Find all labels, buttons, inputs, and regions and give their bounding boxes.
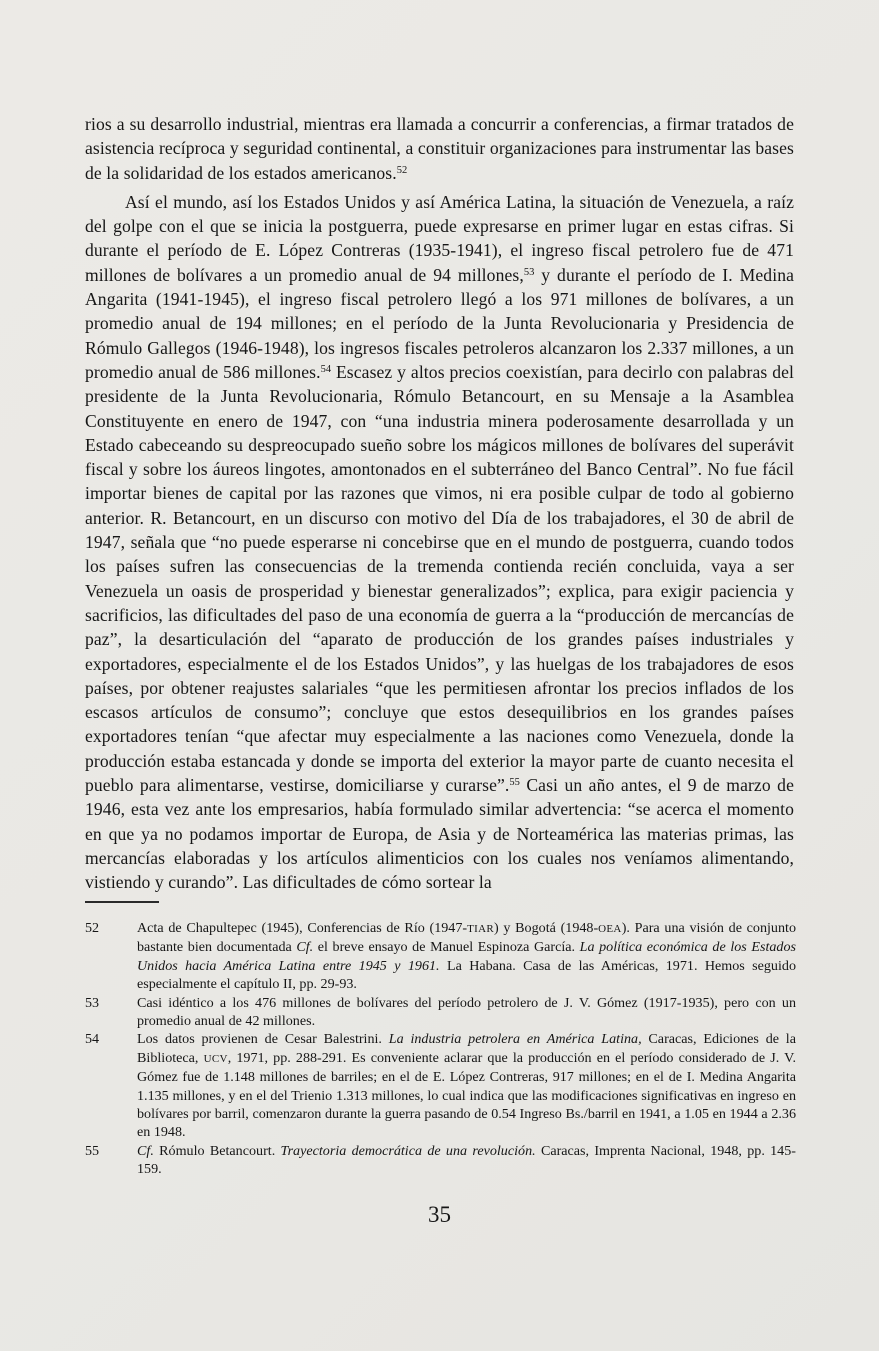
footnote-ref-55: 55 xyxy=(509,777,520,789)
body-text xyxy=(85,112,794,895)
footnote-text-run: el breve ensayo de Manuel Espinoza García. xyxy=(313,939,580,956)
book-title: La política económica de los Estados Unidos hacia América Latina entre 1945 y 1961. xyxy=(137,939,796,974)
footnote-number: 53 xyxy=(85,994,100,1011)
footnote-ref-52: 52 xyxy=(396,164,408,176)
footnote-text-run: Caracas, Ediciones de la Biblioteca, xyxy=(137,1031,796,1066)
paragraph-main xyxy=(85,190,794,895)
body-text-run: Casi un año antes, el 9 de marzo de 1946, esta vez ante los empresarios, había formulado similar advertencia: “se acerca el momento en que ya no podamos importar de Europa, de Asia y de Norteamérica las materias primas, las mercancías elaboradas y los artículos alimenticios con los cuales nos veníamos alimentando, vistiendo y curando”. Las dificultades de cómo sortear la xyxy=(85,775,794,893)
cf-abbrev: Cf. xyxy=(296,939,314,956)
footnote-number: 55 xyxy=(85,1142,100,1159)
page-number: 35 xyxy=(428,1202,451,1227)
footnote-text-run: Los datos provienen de Cesar Balestrini. xyxy=(137,1031,389,1048)
footnote-text-run: , 1971, pp. 288-291. Es conveniente aclarar que la producción en el período considerado de J. V. Gómez fue de 1.148 millones de barriles; en el de E. López Contreras, 917 millones; en el de I. Medina Angarita 1.135 millones, y en el del Trienio 1.313 millones, lo cual indica que las modificaciones significativas en ingreso en bolívares por barril, comenzaron durante la guerra pasando de 0.54 Ingreso Bs./barril en 1941, a 1.05 en 1944 a 2.36 en 1948. xyxy=(137,1049,796,1141)
footnote-text xyxy=(137,1030,796,1141)
footnote-53 xyxy=(85,994,796,1031)
footnote-55 xyxy=(85,1142,796,1179)
footnotes-section xyxy=(85,901,796,1179)
footnote-ref-53: 53 xyxy=(523,266,535,278)
footnote-text-run: ). Para una visión de conjunto bastante bien documentada xyxy=(137,920,796,956)
footnote-text-run: Casi idéntico a los 476 millones de bolívares del período petrolero de J. V. Gómez (1917-1935), pero con un promedio anual de 42 millones. xyxy=(137,994,796,1030)
acronym-tiar: TIAR xyxy=(467,923,494,935)
body-text-run: Escasez y altos precios coexistían, para decirlo con palabras del presidente de la Junta Revolucionaria, Rómulo Betancourt, en su Mensaje a la Asamblea Constituyente en enero de 1947, con “una industria minera poderosamente desarrollada y un Estado cabeceando su despreocupado sueño sobre los mágicos millones de bolívares del superávit fiscal y sobre los áureos lingotes, amontonados en el subterráneo del Banco Central”. No fue fácil importar bienes de capital por las razones que vimos, ni era posible culpar de todo al gobierno anterior. R. Betancourt, en un discurso con motivo del Día de los trabajadores, el 30 de abril de 1947, señala que “no puede esperarse ni concebirse que en el mundo de postguerra, cuando todos los países sufren las consecuencias de la tremenda contienda recién concluida, vaya a ser Venezuela un oasis de prosperidad y bienestar generalizados”; explica, para exigir paciencia y sacrificios, las dificultades del paso de una economía de guerra a la “producción de mercancías de paz”, la desarticulación del “aparato de producción de los grandes países industriales y exportadores, especialmente el de los Estados Unidos”, y las huelgas de los trabajadores de esos países, por obtener reajustes salariales “que les permitiesen afrontar los precios inflados de los escasos artículos de consumo”; concluye que estos desequilibrios en los grandes países exportadores tenían “que afectar muy especialmente a las naciones como Venezuela, donde la producción estaba estancada y donde se importa del exterior la mayor parte de cuanto necesita el pueblo para alimentarse, vestirse, domiciliarse y curarse”. xyxy=(85,361,795,796)
footnote-text-run: Acta de Chapultepec (1945), Conferencias de Río (1947- xyxy=(137,920,468,936)
footnote-52 xyxy=(85,919,796,994)
book-title: Trayectoria democrática de una revolución. xyxy=(280,1142,536,1159)
footnote-text-run: ) y Bogotá (1948- xyxy=(493,920,599,936)
footnote-54 xyxy=(85,1030,796,1141)
body-text-run: y durante el período de I. Medina Angarita (1941-1945), el ingreso fiscal petrolero llegó a los 971 millones de bolívares, a un promedio anual de 194 millones; en el período de la Junta Revolucionaria y Presidencia de Rómulo Gallegos (1946-1948), los ingresos fiscales petroleros alcanzaron los 2.337 millones, a un promedio anual de 586 millones. xyxy=(85,264,795,382)
body-text-run: rios a su desarrollo industrial, mientras era llamada a concurrir a conferencias, a firmar tratados de asistencia recíproca y seguridad continental, a constituir organizaciones para instrumentar las bases de la solidaridad de los estados americanos. xyxy=(85,114,794,183)
footnote-ref-54: 54 xyxy=(320,363,332,375)
acronym-oea: OEA xyxy=(598,923,622,935)
footnote-text xyxy=(137,994,796,1031)
footnote-text xyxy=(137,1142,796,1179)
footnote-number: 52 xyxy=(85,920,100,936)
book-title: La industria petrolera en América Latina, xyxy=(388,1031,642,1048)
body-text-run: Así el mundo, así los Estados Unidos y así América Latina, la situación de Venezuela, a raíz del golpe con el que se inicia la postguerra, puede expresarse en primer lugar en estas cifras. Si durante el período de E. López Contreras (1935-1941), el ingreso fiscal petrolero fue de 471 millones de bolívares a un promedio anual de 94 millones, xyxy=(85,191,794,285)
acronym-ucv: UCV xyxy=(203,1052,228,1065)
paragraph-continuation xyxy=(85,112,794,185)
footnote-text-run: Rómulo Betancourt. xyxy=(153,1142,281,1159)
footnote-text xyxy=(137,919,796,994)
footnote-text-run: Caracas, Imprenta Nacional, 1948, pp. 145-159. xyxy=(137,1142,796,1178)
footnote-number: 54 xyxy=(85,1031,100,1048)
footnote-separator-rule xyxy=(85,901,159,903)
cf-abbrev: Cf. xyxy=(137,1142,154,1159)
footnote-text-run: La Habana. Casa de las Américas, 1971. Hemos seguido especialmente el capítulo II, pp. 29-93. xyxy=(137,957,796,993)
